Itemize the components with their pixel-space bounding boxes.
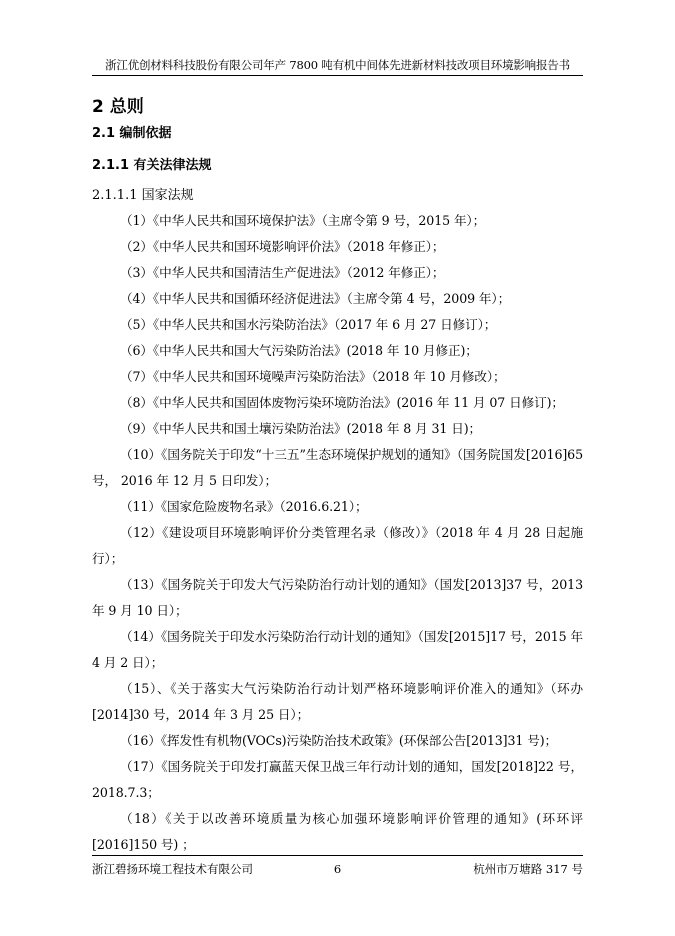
regulation-item: （10）《国务院关于印发“十三五”生态环境保护规划的通知》（国务院国发[2016]65 号， 2016 年 12 月 5 日印发）； <box>92 447 583 488</box>
regulation-item: （4）《中华人民共和国循环经济促进法》（主席令第 4 号，2009 年）； <box>120 291 511 306</box>
chapter-heading: 2 总则 <box>92 97 144 117</box>
page-number: 6 <box>333 862 342 876</box>
regulation-item: （11）《国家危险废物名录》（2016.6.21）； <box>120 499 368 514</box>
section-heading: 2.1 编制依据 <box>92 126 172 141</box>
regulation-item: （9）《中华人民共和国土壤污染防治法》(2018 年 8 月 31 日)； <box>120 421 482 436</box>
regulation-item: （5）《中华人民共和国水污染防治法》（2017 年 6 月 27 日修订）； <box>120 317 497 332</box>
regulation-item: （7）《中华人民共和国环境噪声污染防治法》（2018 年 10 月修改）； <box>120 369 506 384</box>
regulation-item: （8）《中华人民共和国固体废物污染环境防治法》(2016 年 11 月 07 日修订)； <box>120 395 564 410</box>
report-title: 浙江优创材料科技股份有限公司年产 7800 吨有机中间体先进新材料技改项目环境影响报告书 <box>105 58 570 72</box>
subsection-heading: 2.1.1 有关法律法规 <box>92 158 212 173</box>
regulation-item: （15）、《关于落实大气污染防治行动计划严格环境影响评价准入的通知》（环办[2014]30 号，2014 年 3 月 25 日）； <box>92 681 583 722</box>
regulation-item: （13）《国务院关于印发大气污染防治行动计划的通知》（国发[2013]37 号，2013 年 9 月 10 日）； <box>92 577 583 618</box>
page-footer <box>92 855 583 882</box>
regulation-item: （6）《中华人民共和国大气污染防治法》(2018 年 10 月修正)； <box>120 343 478 358</box>
regulation-item: （18）《关于以改善环境质量为核心加强环境影响评价管理的通知》(环环评[2016]150 号) ； <box>92 811 583 852</box>
regulation-item: （2）《中华人民共和国环境影响评价法》（2018 年修正）； <box>120 239 445 254</box>
regulation-list <box>92 208 583 858</box>
regulation-item: （12）《建设项目环境影响评价分类管理名录（修改）》（2018 年 4 月 28 日起施行）； <box>92 525 583 566</box>
regulation-item: （16）《挥发性有机物(VOCs)污染防治技术政策》(环保部公告[2013]31 号)； <box>120 733 558 748</box>
page-header <box>92 55 583 76</box>
regulation-item: （14）《国务院关于印发水污染防治行动计划的通知》（国发[2015]17 号，2015 年 4 月 2 日）； <box>92 629 583 670</box>
footer-address: 杭州市万塘路 317 号 <box>473 862 583 876</box>
regulation-item: （1）《中华人民共和国环境保护法》（主席令第 9 号，2015 年）； <box>120 213 486 228</box>
regulation-item: （17）《国务院关于印发打赢蓝天保卫战三年行动计划的通知，国发[2018]22 号，2018.7.3； <box>92 759 583 800</box>
subsubsection-heading: 2.1.1.1 国家法规 <box>92 188 194 203</box>
footer-company: 浙江碧扬环境工程技术有限公司 <box>92 862 253 876</box>
regulation-item: （3）《中华人民共和国清洁生产促进法》（2012 年修正）； <box>120 265 445 280</box>
